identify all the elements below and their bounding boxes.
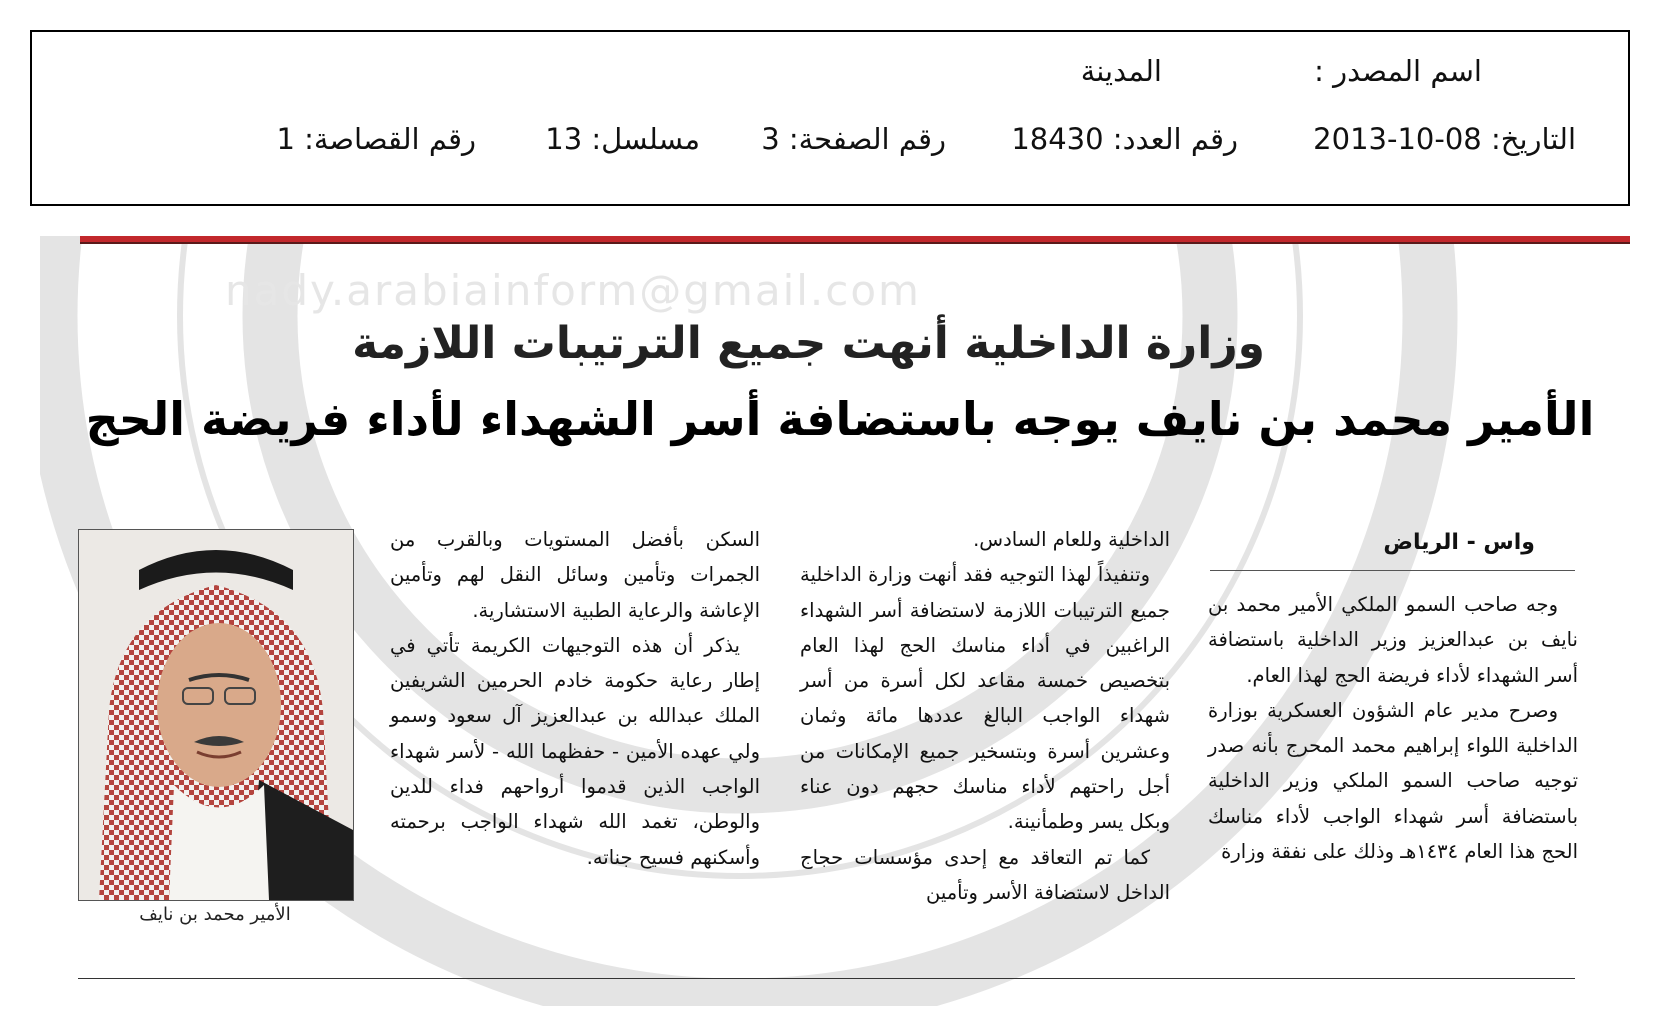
kicker-headline: وزارة الداخلية أنهت جميع الترتيبات اللازمة [352, 318, 1265, 369]
watermark-email: nady.arabiainform@gmail.com [225, 266, 921, 315]
paragraph: الداخلية وللعام السادس. [973, 528, 1170, 551]
article-column-left [390, 522, 760, 875]
dateline: واس - الرياض [1383, 530, 1535, 555]
paragraph: السكن بأفضل المستويات وبالقرب من الجمرات وتأمين وسائل النقل لهم وتأمين الإعاشة والرعاية الطبية الاستشارية. [390, 528, 760, 622]
photo-caption: الأمير محمد بن نايف [139, 904, 291, 925]
serial-field: مسلسل: 13 [545, 122, 700, 156]
paragraph: كما تم التعاقد مع إحدى مؤسسات حجاج الداخل لاستضافة الأسر وتأمين [800, 845, 1170, 904]
paragraph: يذكر أن هذه التوجيهات الكريمة تأتي في إطار رعاية حكومة خادم الحرمين الشريفين الملك عبدالله بن عبدالعزيز آل سعود وسمو ولي عهده الأمين - حفظهما الله - لأسر شهداء الواجب الذين قدموا أرواحهم فداء للدين والوطن، تغمد الله شهداء الواجب برحمته وأسكنهم فسيح جناته. [390, 633, 760, 869]
portrait-photo [78, 529, 354, 901]
date-field: التاريخ: 08-10-2013 [1313, 122, 1576, 156]
paragraph: وتنفيذاً لهذا التوجيه فقد أنهت وزارة الداخلية جميع الترتيبات اللازمة لاستضافة أسر الشهداء الراغبين في أداء مناسك الحج لهذا العام بتخصيص خمسة مقاعد لكل أسرة من أسر شهداء الواجب البالغ عددها مائة وثمان وعشرين أسرة وبتسخير جميع الإمكانات من أجل راحتهم لأداء مناسك حجهم دون عناء وبكل يسر وطمأنينة. [800, 563, 1170, 834]
source-value: المدينة [1080, 54, 1162, 88]
portrait-illustration-icon [79, 530, 353, 900]
paragraph: وجه صاحب السمو الملكي الأمير محمد بن نايف بن عبدالعزيز وزير الداخلية باستضافة أسر الشهداء لأداء فريضة الحج لهذا العام. [1208, 593, 1578, 687]
source-label: اسم المصدر : [1314, 54, 1482, 88]
clip-number-field: رقم القصاصة: 1 [276, 122, 476, 156]
bottom-rule [78, 978, 1575, 979]
dateline-rule [1210, 570, 1575, 571]
source-info-box [30, 30, 1630, 206]
main-headline: الأمير محمد بن نايف يوجه باستضافة أسر الشهداء لأداء فريضة الحج [85, 392, 1595, 446]
top-dark-rule [80, 242, 1630, 244]
article-column-middle [800, 522, 1170, 910]
issue-number-field: رقم العدد: 18430 [1011, 122, 1238, 156]
newspaper-clipping [40, 236, 1630, 1006]
page-number-field: رقم الصفحة: 3 [761, 122, 946, 156]
article-column-right [1208, 587, 1578, 869]
paragraph: وصرح مدير عام الشؤون العسكرية بوزارة الداخلية اللواء إبراهيم محمد المحرج بأنه صدر توجيه صاحب السمو الملكي وزير الداخلية باستضافة أسر شهداء الواجب لأداء مناسك الحج هذا العام ١٤٣٤هـ وذلك على نفقة وزارة [1208, 698, 1578, 864]
